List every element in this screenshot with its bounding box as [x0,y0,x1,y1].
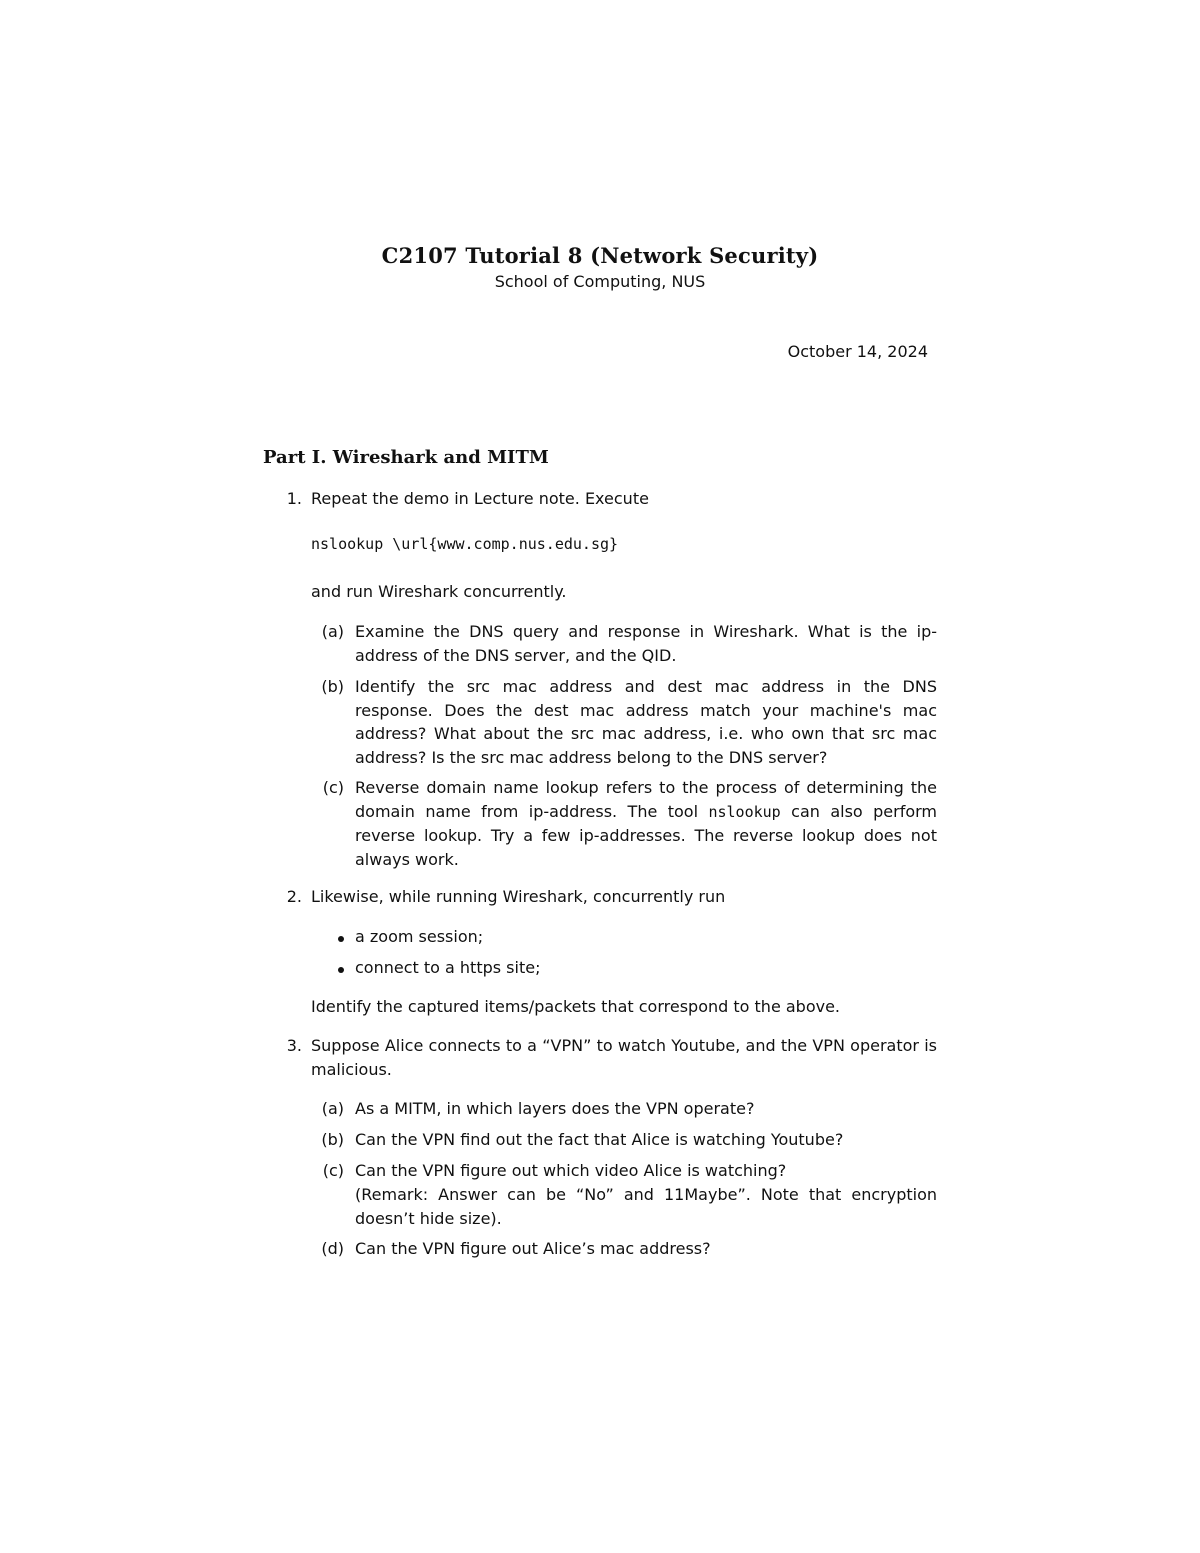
code-command: nslookup \url{www.comp.nus.edu.sg} [311,535,619,553]
subquestion-text: Identify the src mac address and dest mac address in the DNS response. Does the dest mac address match your machine's mac address? What about the src mac address, i.e. who own that src mac address? Is the src mac address belong to the DNS server? [355,677,937,767]
question-followup: Identify the captured items/packets that correspond to the above. [311,997,841,1016]
subquestion-text-part: Reverse domain name lookup refers to the process of determining the domain name from ip-address. The tool [355,778,937,821]
subquestion-text-part: can also perform reverse lookup. Try a few ip-addresses. The reverse lookup does not always work. [355,801,937,869]
subquestion-text: Can the VPN figure out which video Alice is watching? [355,1161,787,1180]
bullet-icon [338,967,344,973]
subquestion-text: Can the VPN figure out Alice’s mac address? [355,1239,711,1258]
question-intro: Repeat the demo in Lecture note. Execute [311,489,649,508]
question-intro: Suppose Alice connects to a “VPN” to watch Youtube, and the VPN operator is malicious. [311,1036,937,1079]
subquestion-label: (a) [321,1099,344,1118]
subquestion-text: As a MITM, in which layers does the VPN operate? [355,1099,755,1118]
document-subtitle: School of Computing, NUS [494,272,706,291]
question-number: 1. [286,489,302,508]
subquestion-remark: (Remark: Answer can be “No” and 11Maybe”. Note that encryption doesn’t hide size). [355,1185,937,1228]
document-title: C2107 Tutorial 8 (Network Security) [381,243,819,268]
inline-code: nslookup [708,802,781,821]
subquestion-label: (a) [321,622,344,641]
subquestion-label: (b) [321,1130,344,1149]
question-number: 2. [286,887,302,906]
subquestion-text [355,776,937,871]
subquestion-text: Can the VPN find out the fact that Alice is watching Youtube? [355,1130,844,1149]
subquestion-label: (d) [321,1239,344,1258]
question-intro: Likewise, while running Wireshark, concurrently run [311,887,726,906]
subquestion-label: (b) [321,677,344,696]
section-heading: Part I. Wireshark and MITM [263,447,549,468]
subquestion-text: Examine the DNS query and response in Wireshark. What is the ip-address of the DNS server, and the QID. [355,622,937,665]
list-item: connect to a https site; [355,958,541,977]
subquestion-label: (c) [322,1161,344,1180]
bullet-icon [338,936,344,942]
list-item: a zoom session; [355,927,484,946]
document-date: October 14, 2024 [787,342,928,361]
question-followup: and run Wireshark concurrently. [311,582,567,601]
question-number: 3. [286,1036,302,1055]
subquestion-label: (c) [322,778,344,797]
